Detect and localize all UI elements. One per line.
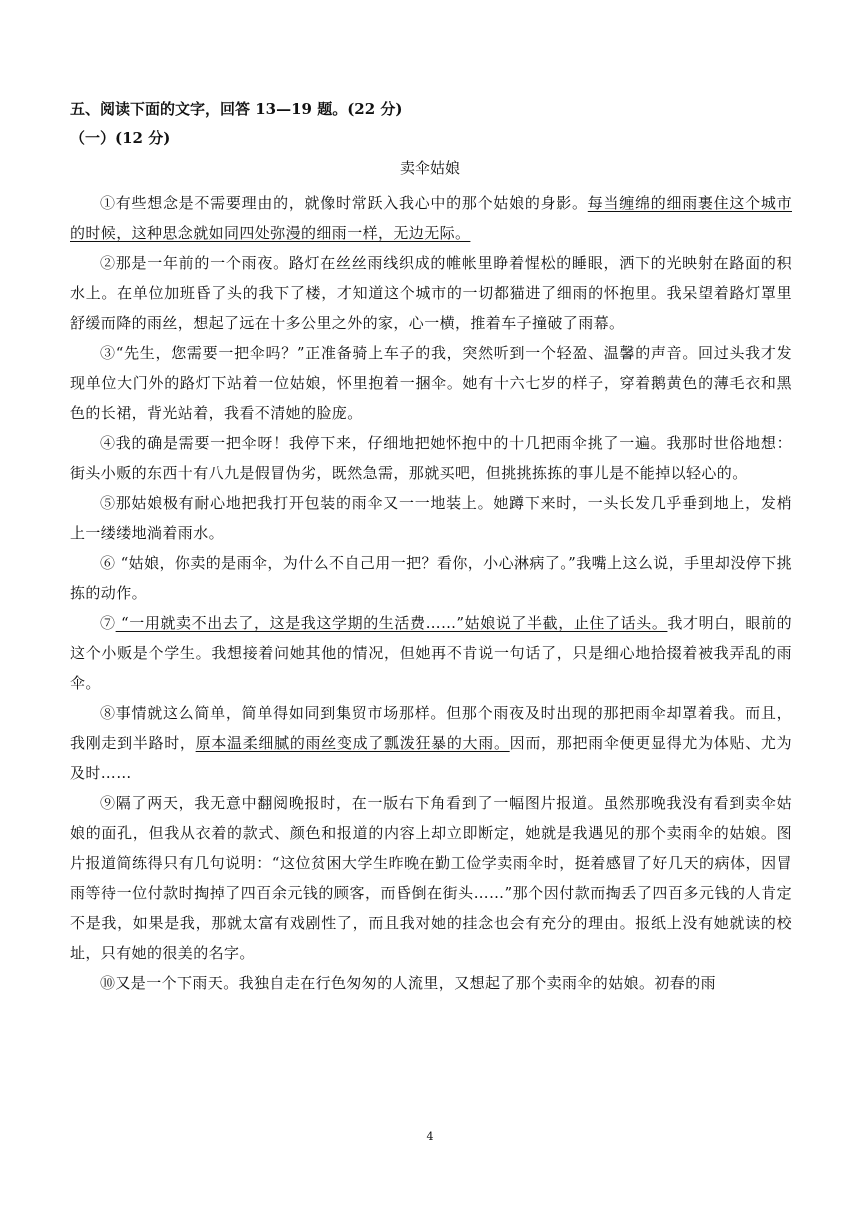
text-segment: ①有些想念是不需要理由的，就像时常跃入我心中的那个姑娘的身影。 bbox=[100, 194, 588, 212]
paragraph bbox=[70, 338, 792, 428]
paragraph bbox=[70, 428, 792, 488]
page-number: 4 bbox=[426, 1130, 434, 1143]
article-title: 卖伞姑娘 bbox=[399, 159, 460, 177]
text-segment: ②那是一年前的一个雨夜。路灯在丝丝雨线织成的帷帐里睁着惺松的睡眼，洒下的光映射在路面的积水上。在单位加班昏了头的我下了楼，才知道这个城市的一切都猫进了细雨的怀抱里。我呆望着路灯罩里舒缓而降的雨丝，想起了远在十多公里之外的家，心一横，推着车子撞破了雨幕。 bbox=[70, 254, 792, 332]
underlined-text: 原本温柔细腻的雨丝变成了瓢泼狂暴的大雨。 bbox=[195, 734, 510, 752]
text-segment: ③“先生，您需要一把伞吗？”正准备骑上车子的我，突然听到一个轻盈、温馨的声音。回过头我才发现单位大门外的路灯下站着一位姑娘，怀里抱着一捆伞。她有十六七岁的样子，穿着鹅黄色的薄毛衣和黑色的长裙，背光站着，我看不清她的脸庞。 bbox=[70, 344, 792, 422]
paragraph bbox=[70, 248, 792, 338]
text-segment: ⑥ “姑娘，你卖的是雨伞，为什么不自己用一把？看你，小心淋病了。”我嘴上这么说，手里却没停下挑拣的动作。 bbox=[70, 554, 792, 602]
paragraph bbox=[70, 968, 792, 998]
article-body bbox=[70, 188, 792, 998]
underlined-text: 每当缠绵的细雨裹住这个城市的时候，这种思念就如同四处弥漫的细雨一样，无边无际。 bbox=[70, 194, 792, 242]
text-segment: ⑤那姑娘极有耐心地把我打开包装的雨伞又一一地装上。她蹲下来时，一头长发几乎垂到地上，发梢上一缕缕地淌着雨水。 bbox=[70, 494, 792, 542]
text-segment: ④我的确是需要一把伞呀！我停下来，仔细地把她怀抱中的十几把雨伞挑了一遍。我那时世俗地想：街头小贩的东西十有八九是假冒伪劣，既然急需，那就买吧，但挑挑拣拣的事儿是不能掉以轻心的。 bbox=[70, 434, 792, 482]
text-segment: ⑨隔了两天，我无意中翻阅晚报时，在一版右下角看到了一幅图片报道。虽然那晚我没有看到卖伞姑娘的面孔，但我从衣着的款式、颜色和报道的内容上却立即断定，她就是我遇见的那个卖雨伞的姑娘。图片报道简练得只有几句说明：“这位贫困大学生昨晚在勤工俭学卖雨伞时，挺着感冒了好几天的病体，因冒雨等待一位付款时掏掉了四百余元钱的顾客，而昏倒在街头……”那个因付款而掏丢了四百多元钱的人肯定不是我，如果是我，那就太富有戏剧性了，而且我对她的挂念也会有充分的理由。报纸上没有她就读的校址，只有她的很美的名字。 bbox=[70, 794, 792, 962]
text-segment: 我才明白，眼前的这个小贩是个学生。我想接着问她其他的情况，但她再不肯说一句话了，只是细心地拾掇着被我弄乱的雨伞。 bbox=[70, 614, 793, 692]
text-segment: ⑦ bbox=[100, 614, 116, 632]
subsection-heading: （一）(12 分) bbox=[70, 129, 171, 147]
paragraph bbox=[70, 788, 792, 968]
underlined-text: “一用就卖不出去了，这是我这学期的生活费……”姑娘说了半截，止住了话头。 bbox=[115, 614, 668, 632]
text-segment: 因而，那把雨伞便更显得尤为体贴、尤为及时…… bbox=[70, 734, 793, 782]
paragraph bbox=[70, 698, 792, 788]
paragraph bbox=[70, 488, 792, 548]
paragraph bbox=[70, 188, 792, 248]
text-segment: ⑧事情就这么简单，简单得如同到集贸市场那样。但那个雨夜及时出现的那把雨伞却罩着我。而且，我刚走到半路时， bbox=[70, 704, 792, 752]
paragraph bbox=[70, 608, 792, 698]
paragraph bbox=[70, 548, 792, 608]
text-segment: ⑩又是一个下雨天。我独自走在行色匆匆的人流里，又想起了那个卖雨伞的姑娘。初春的雨 bbox=[100, 974, 717, 992]
section-heading: 五、阅读下面的文字，回答 13—19 题。(22 分) bbox=[70, 100, 403, 118]
